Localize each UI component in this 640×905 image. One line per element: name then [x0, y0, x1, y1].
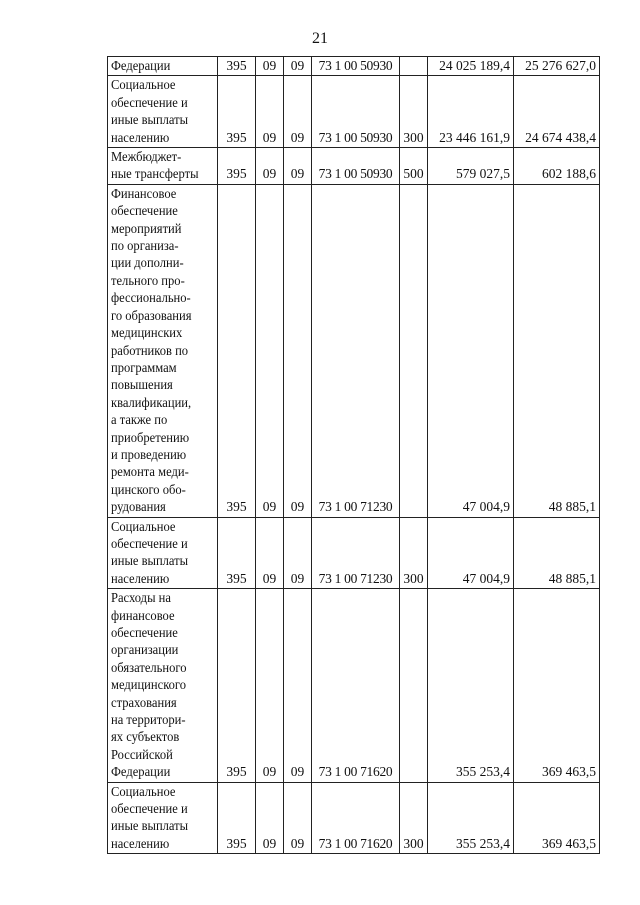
gr-cell: 395 — [218, 589, 256, 782]
table-row — [108, 517, 600, 589]
pr-cell: 09 — [284, 589, 312, 782]
row-name-line: го образования — [111, 307, 192, 323]
row-name-line: работников по — [111, 342, 189, 358]
row-name-line: а также по — [111, 412, 168, 428]
row-name-line: мероприятий — [111, 220, 182, 236]
row-name-line: иные выплаты — [111, 112, 189, 128]
row-name-line: приобретению — [111, 429, 190, 445]
vr-cell: 300 — [400, 782, 428, 854]
amount-year2-cell: 369 463,5 — [514, 782, 600, 854]
amount-year1-cell: 23 446 161,9 — [428, 76, 514, 148]
row-name-line: обеспечение и — [111, 94, 188, 110]
gr-cell: 395 — [218, 782, 256, 854]
row-name-line: квалификации, — [111, 394, 192, 410]
row-name-line: обязательного — [111, 659, 187, 675]
row-name-line: тельного про- — [111, 272, 185, 288]
row-name-cell — [108, 57, 218, 76]
row-name-line: обеспечение и — [111, 535, 188, 551]
amount-year2-cell: 602 188,6 — [514, 148, 600, 185]
amount-year1-cell: 355 253,4 — [428, 589, 514, 782]
csr-cell: 73 1 00 71620 — [312, 782, 400, 854]
row-name-line: населению — [111, 129, 170, 145]
table-row — [108, 782, 600, 854]
row-name-line: ции дополни- — [111, 255, 184, 271]
rz-cell: 09 — [256, 148, 284, 185]
row-name-cell — [108, 184, 218, 517]
amount-year1-cell: 47 004,9 — [428, 184, 514, 517]
row-name-line: фессионально- — [111, 290, 191, 306]
table-row — [108, 184, 600, 517]
row-name-line: страхования — [111, 694, 177, 710]
row-name-cell — [108, 517, 218, 589]
row-name-line: обеспечение и — [111, 801, 188, 817]
row-name-line: финансовое — [111, 607, 175, 623]
row-name-cell — [108, 148, 218, 185]
pr-cell: 09 — [284, 782, 312, 854]
amount-year2-cell: 48 885,1 — [514, 184, 600, 517]
row-name-cell — [108, 589, 218, 782]
row-name-line: на территори- — [111, 712, 186, 728]
gr-cell: 395 — [218, 148, 256, 185]
row-name-line: обеспечение — [111, 203, 178, 219]
rz-cell: 09 — [256, 589, 284, 782]
row-name-line: населению — [111, 570, 170, 586]
amount-year1-cell: 355 253,4 — [428, 782, 514, 854]
rz-cell: 09 — [256, 782, 284, 854]
amount-year2-cell: 24 674 438,4 — [514, 76, 600, 148]
csr-cell: 73 1 00 50930 — [312, 76, 400, 148]
row-name-line: программам — [111, 359, 177, 375]
table-row — [108, 57, 600, 76]
pr-cell: 09 — [284, 148, 312, 185]
page-number: 21 — [312, 30, 328, 47]
row-name-line: Социальное — [111, 77, 176, 93]
amount-year2-cell: 25 276 627,0 — [514, 57, 600, 76]
row-name-line: Финансовое — [111, 185, 177, 201]
row-name-line: иные выплаты — [111, 818, 189, 834]
row-name-line: ремонта меди- — [111, 464, 189, 480]
row-name-line: Расходы на — [111, 590, 171, 606]
row-name-line: Социальное — [111, 518, 176, 534]
pr-cell: 09 — [284, 57, 312, 76]
vr-cell — [400, 57, 428, 76]
row-name-line: Федерации — [111, 764, 171, 780]
row-name-line: иные выплаты — [111, 553, 189, 569]
csr-cell: 73 1 00 50930 — [312, 148, 400, 185]
table-row — [108, 76, 600, 148]
row-name-line: организации — [111, 642, 179, 658]
amount-year1-cell: 24 025 189,4 — [428, 57, 514, 76]
row-name-line: рудования — [111, 499, 166, 515]
rz-cell: 09 — [256, 76, 284, 148]
gr-cell: 395 — [218, 184, 256, 517]
amount-year2-cell: 369 463,5 — [514, 589, 600, 782]
amount-year1-cell: 579 027,5 — [428, 148, 514, 185]
csr-cell: 73 1 00 71620 — [312, 589, 400, 782]
vr-cell: 500 — [400, 148, 428, 185]
row-name-line: по организа- — [111, 238, 179, 254]
row-name-line: населению — [111, 835, 170, 851]
row-name-line: медицинского — [111, 677, 187, 693]
budget-table — [107, 56, 600, 854]
row-name-line: цинского обо- — [111, 481, 186, 497]
table-row — [108, 148, 600, 185]
vr-cell: 300 — [400, 76, 428, 148]
row-name-line: Межбюджет- — [111, 149, 182, 165]
gr-cell: 395 — [218, 57, 256, 76]
csr-cell: 73 1 00 71230 — [312, 517, 400, 589]
csr-cell: 73 1 00 71230 — [312, 184, 400, 517]
amount-year2-cell: 48 885,1 — [514, 517, 600, 589]
table-body — [108, 57, 600, 854]
csr-cell: 73 1 00 50930 — [312, 57, 400, 76]
pr-cell: 09 — [284, 517, 312, 589]
row-name-line: обеспечение — [111, 625, 178, 640]
row-name-line: повышения — [111, 377, 173, 393]
row-name-line: медицинских — [111, 325, 183, 341]
rz-cell: 09 — [256, 184, 284, 517]
rz-cell: 09 — [256, 57, 284, 76]
gr-cell: 395 — [218, 76, 256, 148]
row-name-cell — [108, 782, 218, 854]
row-name-cell — [108, 76, 218, 148]
vr-cell: 300 — [400, 517, 428, 589]
row-name-line: Федерации — [111, 58, 171, 73]
vr-cell — [400, 184, 428, 517]
row-name-line: Социальное — [111, 783, 176, 799]
row-name-line: и проведению — [111, 446, 187, 462]
gr-cell: 395 — [218, 517, 256, 589]
pr-cell: 09 — [284, 184, 312, 517]
vr-cell — [400, 589, 428, 782]
table-row — [108, 589, 600, 782]
pr-cell: 09 — [284, 76, 312, 148]
amount-year1-cell: 47 004,9 — [428, 517, 514, 589]
row-name-line: Российской — [111, 746, 173, 762]
rz-cell: 09 — [256, 517, 284, 589]
row-name-line: ях субъектов — [111, 729, 180, 745]
row-name-line: ные трансферты — [111, 166, 199, 182]
